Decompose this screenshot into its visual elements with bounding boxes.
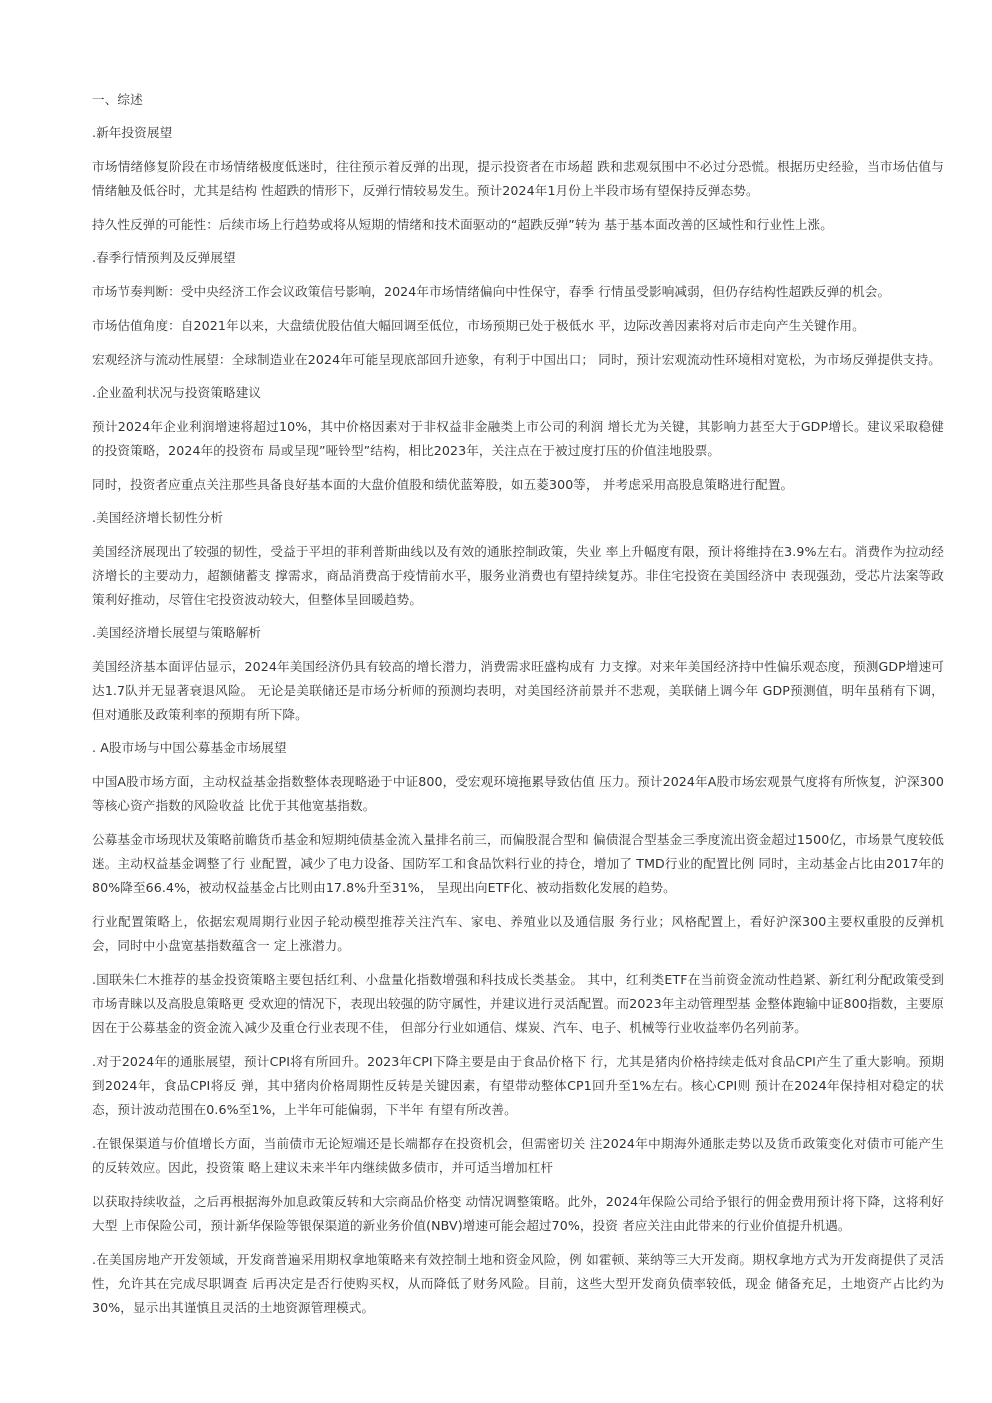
paragraph: 市场情绪修复阶段在市场情绪极度低迷时，往往预示着反弹的出现，提示投资者在市场超 跌和悲观氛围中不必过分恐慌。根据历史经验，当市场估值与情绪触及低谷时，尤其是结构 性超跌的情形下，反弹行情较易发生。预计2024年1月份上半段市场有望保持反弹态势。 [92, 159, 944, 198]
paragraph: 市场估值角度：自2021年以来，大盘绩优股估值大幅回调至低位，市场预期已处于极低水 平，边际改善因素将对后市走向产生关键作用。 [92, 318, 865, 333]
paragraph: 同时，投资者应重点关注那些具备良好基本面的大盘价值股和绩优蓝筹股，如五菱300等， 并考虑采用高股息策略进行配置。 [92, 477, 794, 492]
paragraph: 市场节奏判断：受中央经济工作会议政策信号影响，2024年市场情绪偏向中性保守，春季 行情虽受影响减弱，但仍存结构性超跌反弹的机会。 [92, 284, 891, 299]
paragraph: 宏观经济与流动性展望：全球制造业在2024年可能呈现底部回升迹象，有利于中国出口； 同时，预计宏观流动性环境相对宽松，为市场反弹提供支持。 [92, 352, 941, 367]
subheading-us-outlook: .美国经济增长展望与策略解析 [92, 625, 262, 640]
paragraph: 美国经济展现出了较强的韧性，受益于平坦的菲利普斯曲线以及有效的通胀控制政策，失业 率上升幅度有限，预计将维持在3.9%左右。消费作为拉动经济增长的主要动力，超额储蓄支 撑需求，商品消费高于疫情前水平，服务业消费也有望持续复苏。非住宅投资在美国经济中 表现强劲，受芯片法案等政策利好推动，尽管住宅投资波动较大，但整体呈回暖趋势。 [92, 544, 944, 607]
paragraph: 以获取持续收益，之后再根据海外加息政策反转和大宗商品价格变 动情况调整策略。此外，2024年保险公司给予银行的佣金费用预计将下降，这将利好大型 上市保险公司，预计新华保险等银保渠道的新业务价值(NBV)增速可能会超过70%，投资 者应关注由此带来的行业价值提升机遇。 [92, 1194, 944, 1233]
subheading-a-share-funds: . A股市场与中国公募基金市场展望 [92, 740, 287, 755]
subheading-new-year-outlook: .新年投资展望 [92, 125, 173, 140]
document-body [92, 89, 944, 1330]
paragraph: 持久性反弹的可能性：后续市场上行趋势或将从短期的情绪和技术面驱动的“超跌反弹”转为 基于基本面改善的区域性和行业性上涨。 [92, 217, 833, 232]
paragraph: 公募基金市场现状及策略前瞻货币基金和短期纯债基金流入量排名前三，而偏股混合型和 偏债混合型基金三季度流出资金超过1500亿，市场景气度较低迷。主动权益基金调整了行 业配置，减少了电力设备、国防军工和食品饮料行业的持仓，增加了 TMD行业的配置比例 同时，主动基金占比由2017年的80%降至66.4%，被动权益基金占比则由17.8%升至31%， 呈现出向ETF化、被动指数化发展的趋势。 [92, 832, 944, 895]
paragraph: 美国经济基本面评估显示，2024年美国经济仍具有较高的增长潜力，消费需求旺盛构成有 力支撑。对来年美国经济持中性偏乐观态度，预测GDP增速可达1.7队并无显著衰退风险。 无论是美联储还是市场分析师的预测均表明，对美国经济前景并不悲观，美联储上调今年 GDP预测值，明年虽稍有下调，但对通胀及政策利率的预期有所下降。 [92, 659, 944, 722]
paragraph: .在美国房地产开发领域，开发商普遍采用期权拿地策略来有效控制土地和资金风险，例 如霍顿、莱纳等三大开发商。期权拿地方式为开发商提供了灵活性，允许其在完成尽职调查 后再决定是否行使购买权，从而降低了财务风险。目前，这些大型开发商负债率较低，现金 储备充足，土地资产占比约为30%，显示出其谨慎且灵活的土地资源管理模式。 [92, 1252, 944, 1315]
paragraph: 预计2024年企业利润增速将超过10%，其中价格因素对于非权益非金融类上市公司的利润 增长尤为关键，其影响力甚至大于GDP增长。建议采取稳健的投资策略，2024年的投资布 局或呈现”哑铃型”结构，相比2023年，关注点在于被过度打压的价值洼地股票。 [92, 419, 944, 458]
subheading-us-resilience: .美国经济增长韧性分析 [92, 510, 224, 525]
paragraph: .在银保渠道与价值增长方面，当前债市无论短端还是长端都存在投资机会，但需密切关 注2024年中期海外通胀走势以及货币政策变化对债市可能产生的反转效应。因此，投资策 略上建议未来半年内继续做多债市，并可适当增加杠杆 [92, 1136, 944, 1175]
subheading-earnings-strategy: .企业盈利状况与投资策略建议 [92, 385, 262, 400]
subheading-spring-outlook: .春季行情预判及反弹展望 [92, 250, 236, 265]
paragraph: .对于2024年的通胀展望，预计CPI将有所回升。2023年CPI下降主要是由于食品价格下 行，尤其是猪肉价格持续走低对食品CPI产生了重大影响。预期到2024年，食品CPI将反 弹，其中猪肉价格周期性反转是关键因素，有望带动整体CP1回升至1%左右。核心CPI则 预计在2024年保持相对稳定的状态，预计波动范围在0.6%至1%，上半年可能偏弱，下半年 有望有所改善。 [92, 1054, 944, 1117]
paragraph: .国联朱仁木推荐的基金投资策略主要包括红利、小盘量化指数增强和科技成长类基金。 其中，红利类ETF在当前资金流动性趋紧、新红利分配政策受到市场青睐以及高股息策略更 受欢迎的情况下，表现出较强的防守属性，并建议进行灵活配置。而2023年主动管理型基 金整体跑输中证800指数，主要原因在于公募基金的资金流入减少及重仓行业表现不佳， 但部分行业如通信、煤炭、汽车、电子、机械等行业收益率仍名列前茅。 [92, 972, 945, 1035]
section-heading-overview: 一、综述 [92, 92, 143, 107]
paragraph: 行业配置策略上，依据宏观周期行业因子轮动模型推荐关注汽车、家电、养殖业以及通信服 务行业；风格配置上，看好沪深300主要权重股的反弹机会，同时中小盘宽基指数蕴含一 定上涨潜力。 [92, 914, 944, 953]
paragraph: 中国A股市场方面，主动权益基金指数整体表现略逊于中证800，受宏观环境拖累导致估值 压力。预计2024年A股市场宏观景气度将有所恢复，沪深300等核心资产指数的风险收益 比优于其他宽基指数。 [92, 774, 944, 813]
